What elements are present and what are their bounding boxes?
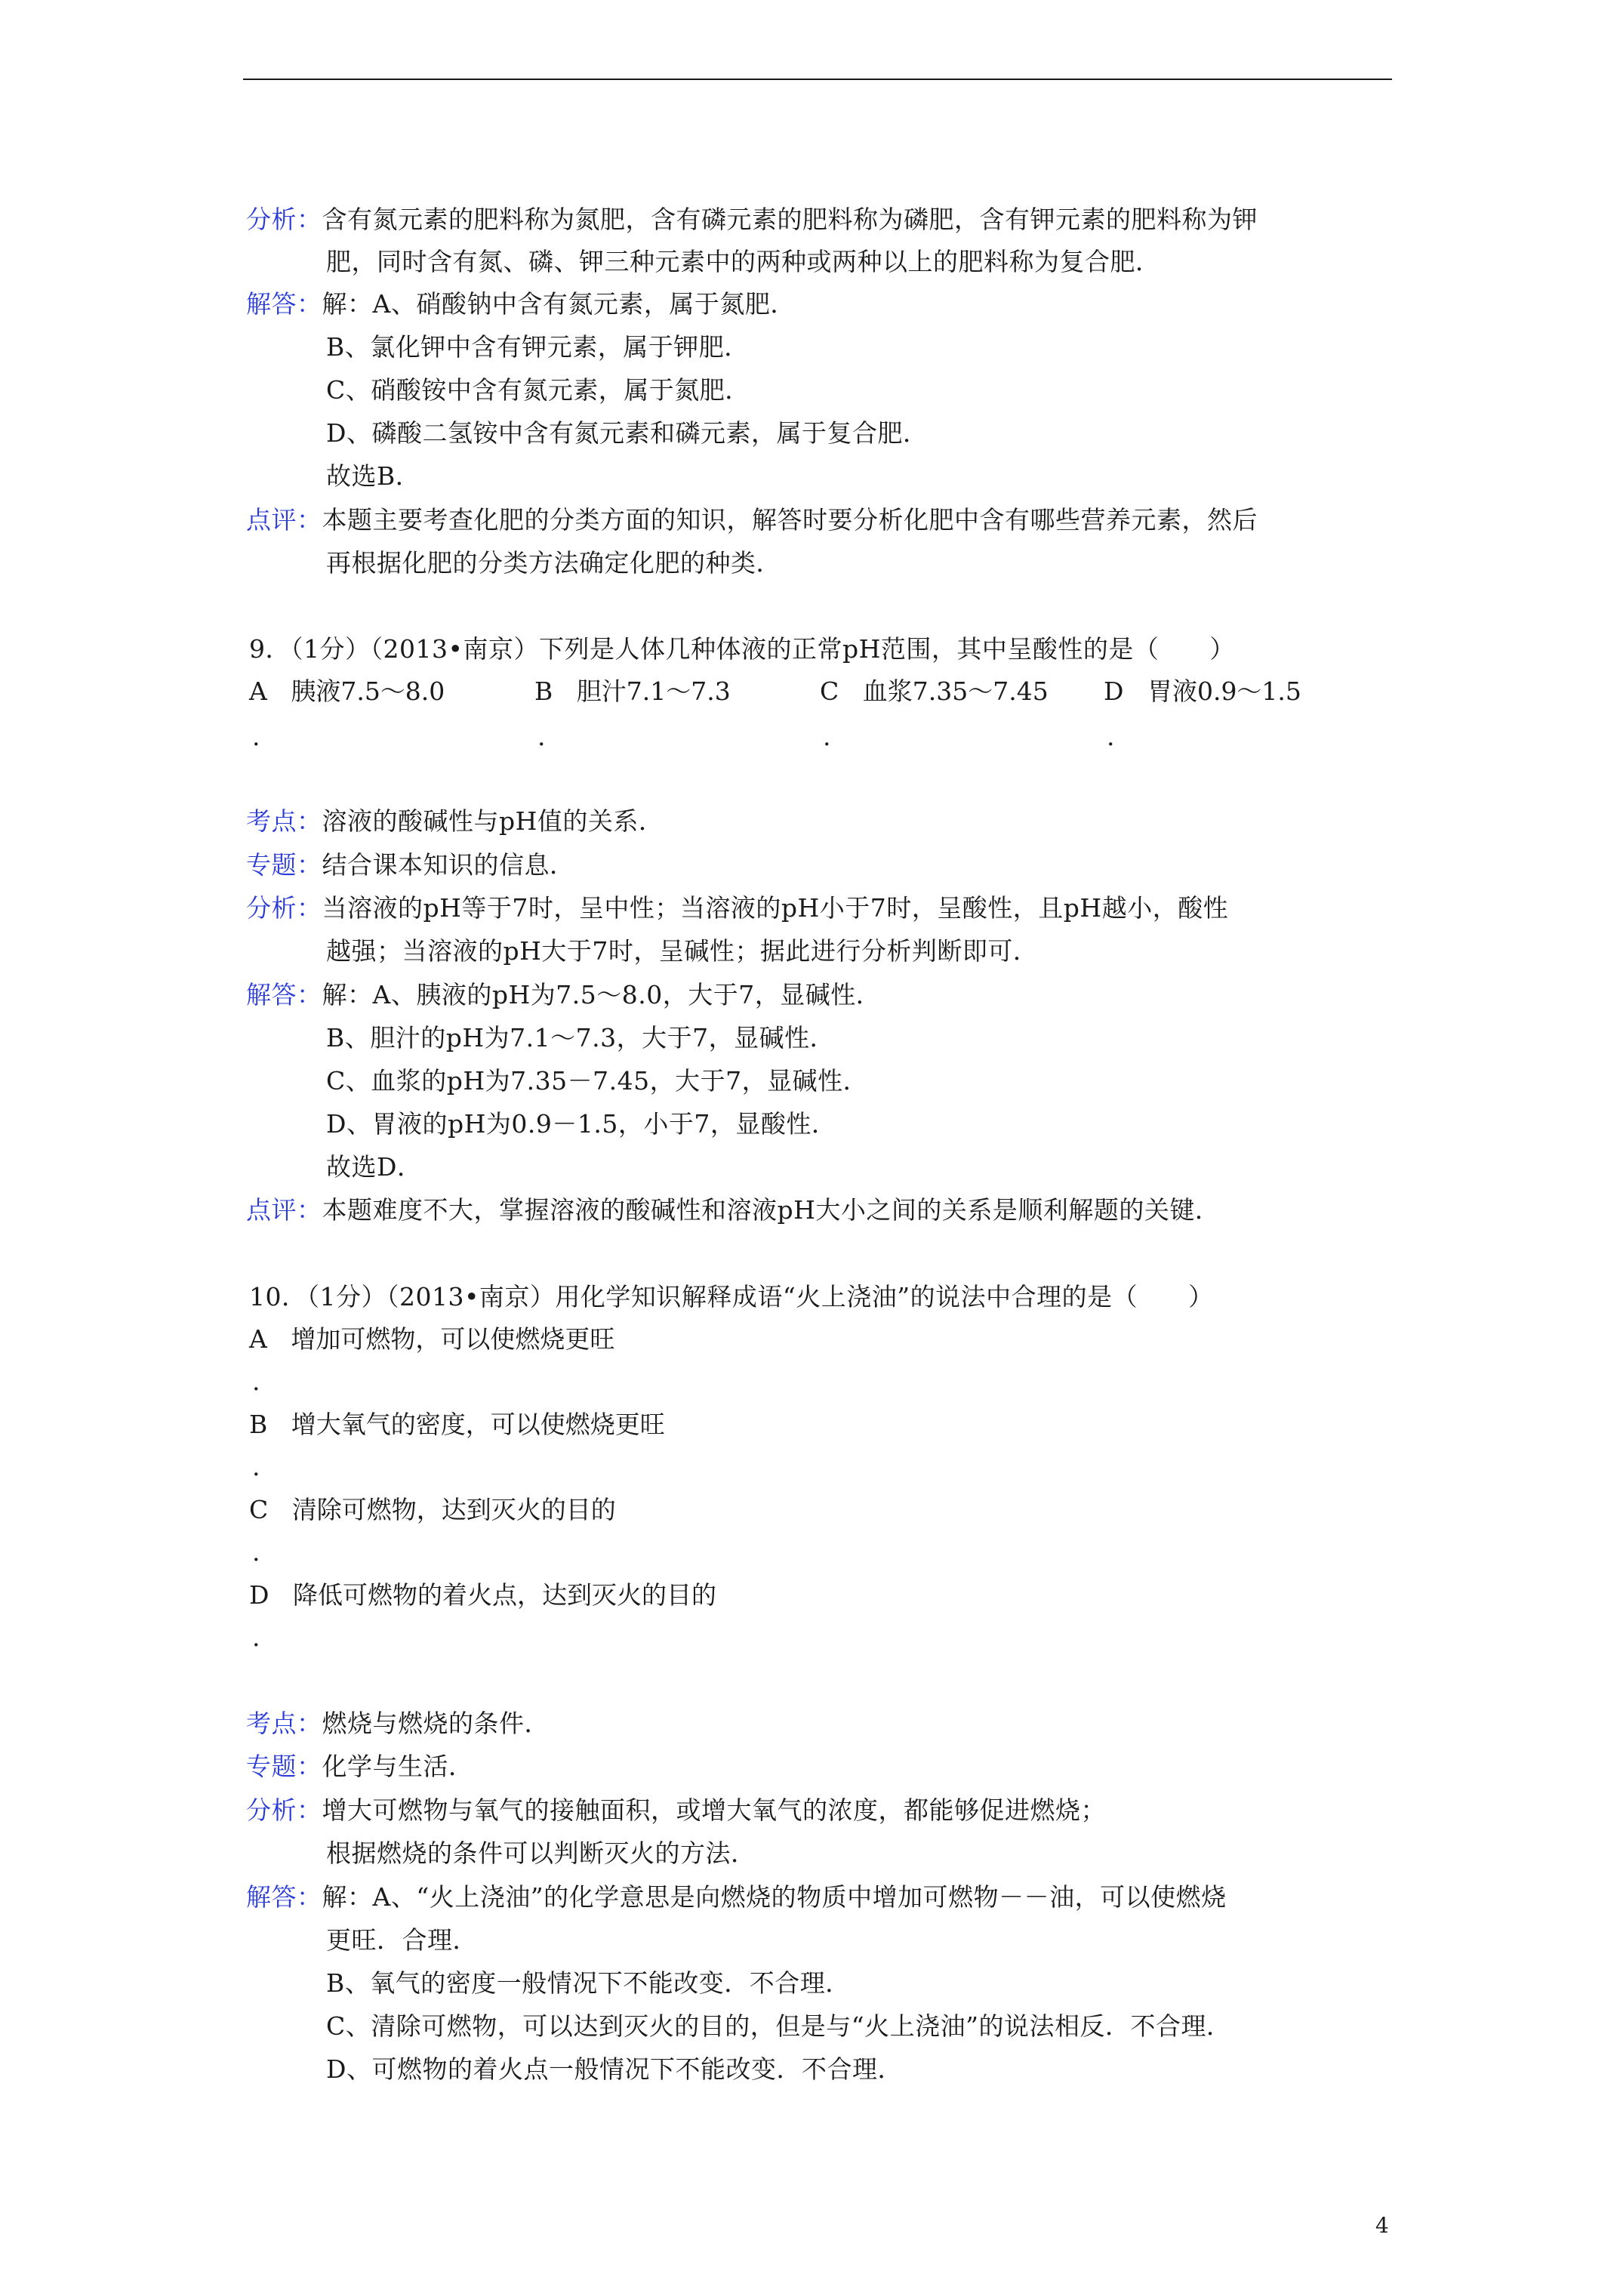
q9-comment: 点评：本题难度不大，掌握溶液的酸碱性和溶液pH大小之间的关系是顺利解题的关键．	[246, 1195, 1221, 1225]
q10-answer-line-1: 解答：解：A、“火上浇油”的化学意思是向燃烧的物质中增加可燃物－－油，可以使燃烧	[246, 1882, 1227, 1912]
q8-analysis-line-1: 分析：含有氮元素的肥料称为氮肥，含有磷元素的肥料称为磷肥，含有钾元素的肥料称为钾	[246, 205, 1258, 234]
q9-special: 专题：结合课本知识的信息．	[246, 850, 575, 880]
q9-answer-line-2: B、胆汁的pH为7.1～7.3，大于7，显碱性．	[326, 1023, 836, 1052]
q10-answer-line-5: D、可燃物的着火点一般情况下不能改变．不合理．	[326, 2054, 903, 2084]
q8-answer-line-2: B、氯化钾中含有钾元素，属于钾肥．	[326, 332, 750, 362]
comment-label: 点评：	[246, 1195, 322, 1225]
q8-comment-line-2: 再根据化肥的分类方法确定化肥的种类．	[326, 548, 781, 578]
q10-option-b-dot: .	[252, 1452, 260, 1481]
q10-answer-line-2: 更旺．合理．	[326, 1925, 478, 1955]
q10-option-c: C 清除可燃物，达到灭火的目的	[249, 1495, 616, 1524]
q9-analysis-line-2: 越强；当溶液的pH大于7时，呈碱性；据此进行分析判断即可．	[326, 936, 1039, 966]
header-rule	[243, 79, 1392, 80]
topic-label: 考点：	[246, 1709, 322, 1738]
q9-topic: 考点：溶液的酸碱性与pH值的关系．	[246, 806, 664, 836]
q10-option-d: D 降低可燃物的着火点，达到灭火的目的	[249, 1580, 716, 1610]
q10-answer-line-4: C、清除可燃物，可以达到灭火的目的，但是与“火上浇油”的说法相反．不合理．	[326, 2011, 1232, 2041]
q9-option-c-dot: .	[823, 722, 831, 751]
q9-option-d: D 胃液0.9～1.5	[1104, 676, 1301, 706]
answer-label: 解答：	[246, 1882, 322, 1912]
q9-option-c: C 血浆7.35～7.45	[820, 676, 1049, 706]
q8-answer-line-5: 故选B．	[326, 461, 421, 491]
q9-answer-line-3: C、血浆的pH为7.35－7.45，大于7，显碱性．	[326, 1066, 869, 1096]
q9-option-b-dot: .	[537, 722, 546, 751]
q10-option-a-dot: .	[252, 1367, 260, 1396]
q10-option-a: A 增加可燃物，可以使燃烧更旺	[249, 1324, 615, 1354]
q9-analysis-line-1: 分析：当溶液的pH等于7时，呈中性；当溶液的pH小于7时，呈酸性，且pH越小，酸性	[246, 893, 1229, 923]
analysis-label: 分析：	[246, 205, 322, 234]
answer-label: 解答：	[246, 980, 322, 1009]
q9-stem: 9．（1分）（2013•南京）下列是人体几种体液的正常pH范围，其中呈酸性的是（ ）	[249, 634, 1235, 664]
q10-analysis-line-1: 分析：增大可燃物与氧气的接触面积，或增大氧气的浓度，都能够促进燃烧；	[246, 1795, 1106, 1825]
q8-answer-line-1: 解答：解：A、硝酸钠中含有氮元素，属于氮肥．	[246, 289, 796, 319]
q10-option-d-dot: .	[252, 1623, 260, 1652]
special-label: 专题：	[246, 850, 322, 880]
topic-label: 考点：	[246, 806, 322, 836]
page-number: 4	[1375, 2213, 1389, 2238]
q9-option-a: A 胰液7.5～8.0	[249, 676, 445, 706]
q8-comment-line-1: 点评：本题主要考查化肥的分类方面的知识，解答时要分析化肥中含有哪些营养元素，然后	[246, 505, 1258, 535]
q10-topic: 考点：燃烧与燃烧的条件．	[246, 1709, 550, 1738]
q10-analysis-line-2: 根据燃烧的条件可以判断灭火的方法．	[326, 1838, 756, 1868]
q10-option-c-dot: .	[252, 1537, 260, 1567]
q8-answer-line-4: D、磷酸二氢铵中含有氮元素和磷元素，属于复合肥．	[326, 418, 929, 448]
q8-answer-line-3: C、硝酸铵中含有氮元素，属于氮肥．	[326, 375, 750, 405]
q10-stem: 10．（1分）（2013•南京）用化学知识解释成语“火上浇油”的说法中合理的是（ ）	[249, 1282, 1214, 1311]
q10-answer-line-3: B、氧气的密度一般情况下不能改变．不合理．	[326, 1968, 851, 1998]
q8-analysis-line-2: 肥，同时含有氮、磷、钾三种元素中的两种或两种以上的肥料称为复合肥．	[326, 247, 1161, 276]
analysis-label: 分析：	[246, 893, 322, 923]
q9-answer-line-1: 解答：解：A、胰液的pH为7.5～8.0，大于7，显碱性．	[246, 980, 882, 1009]
comment-label: 点评：	[246, 505, 322, 535]
analysis-label: 分析：	[246, 1795, 322, 1825]
answer-label: 解答：	[246, 289, 322, 319]
q9-option-d-dot: .	[1107, 722, 1115, 751]
special-label: 专题：	[246, 1752, 322, 1781]
q9-option-a-dot: .	[252, 722, 260, 751]
q9-option-b: B 胆汁7.1～7.3	[534, 676, 731, 706]
q9-answer-line-5: 故选D．	[326, 1152, 423, 1182]
q10-special: 专题：化学与生活．	[246, 1752, 474, 1781]
q10-option-b: B 增大氧气的密度，可以使燃烧更旺	[249, 1410, 665, 1439]
q9-answer-line-4: D、胃液的pH为0.9－1.5，小于7，显酸性．	[326, 1109, 837, 1139]
